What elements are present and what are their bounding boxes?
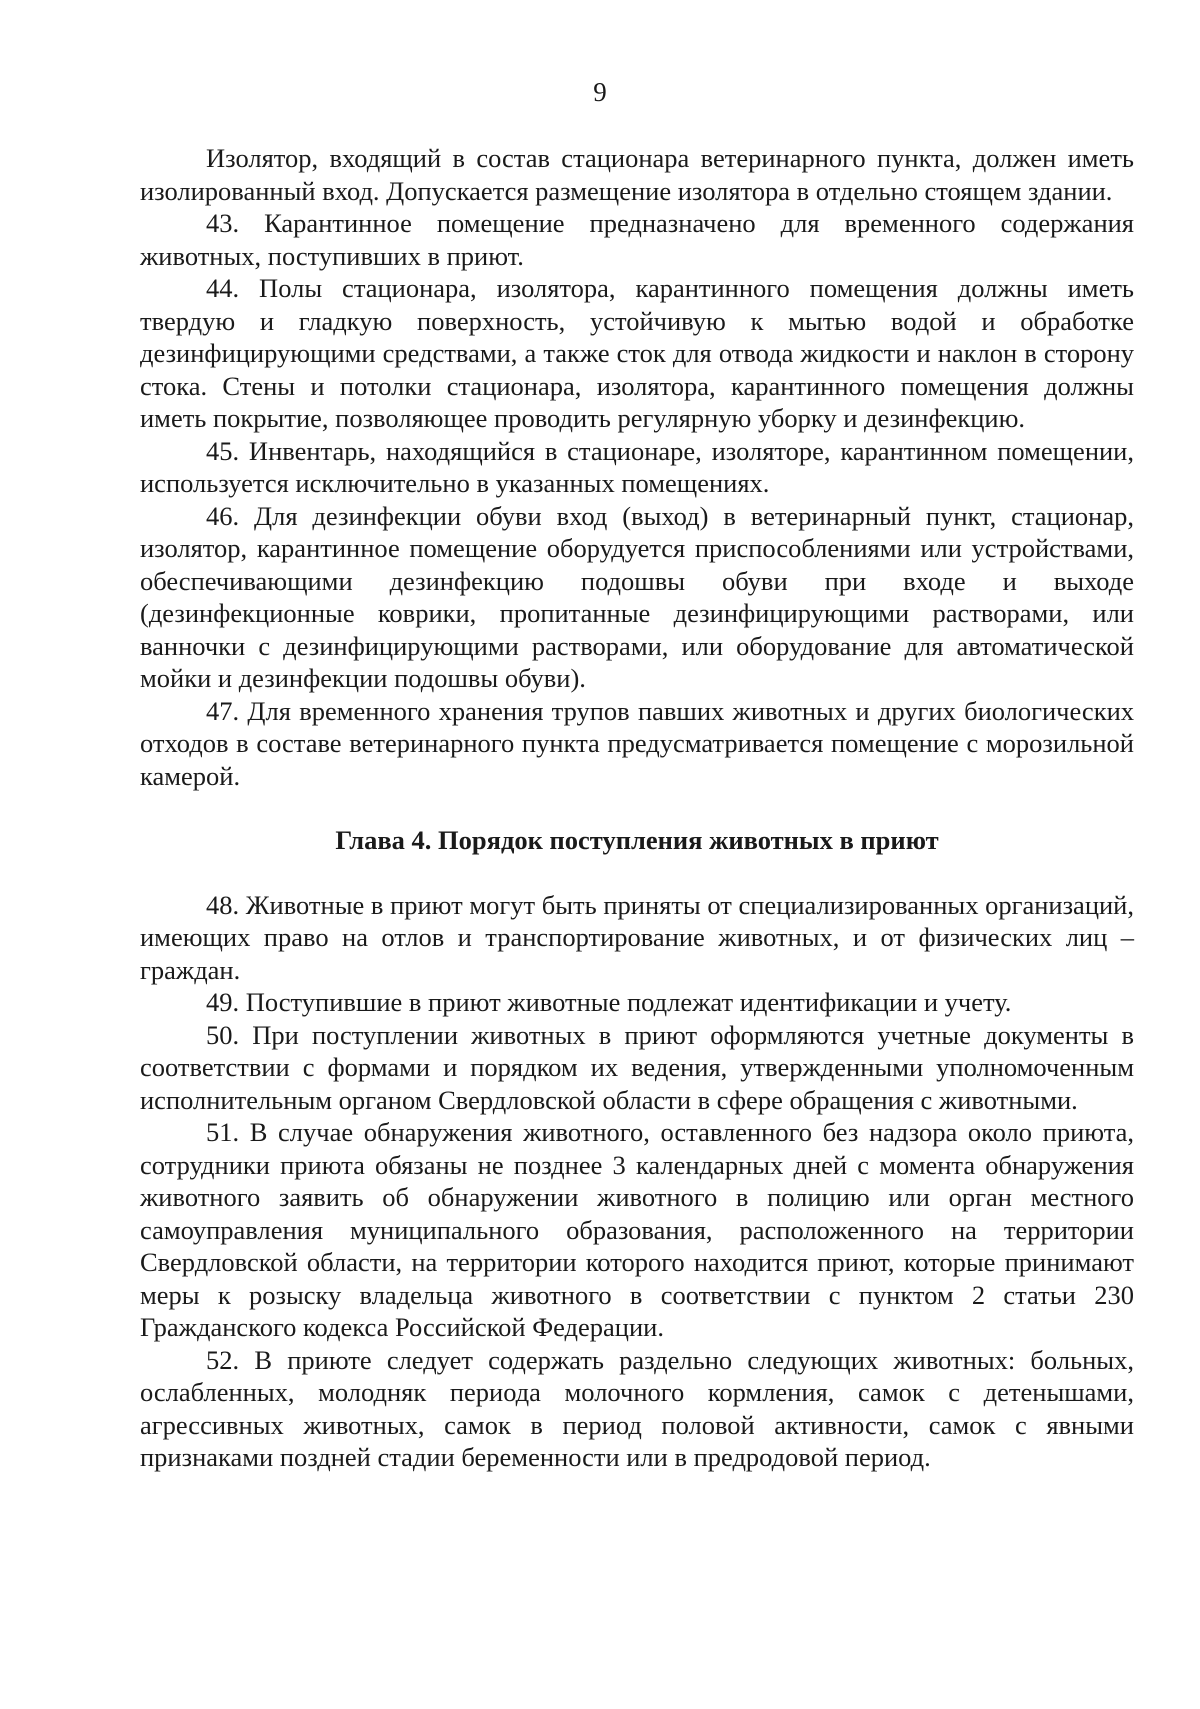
paragraph-isolator-entrance: Изолятор, входящий в состав стационара ветеринарного пункта, должен иметь изолированный вход. Допускается размещение изолятора в отдельно стоящем здании. <box>140 143 1134 206</box>
paragraph-49: 49. Поступившие в приют животные подлежат идентификации и учету. <box>206 987 1012 1017</box>
paragraph-43: 43. Карантинное помещение предназначено для временного содержания животных, поступивших в приют. <box>140 208 1134 271</box>
chapter-title: Глава 4. Порядок поступления животных в приют <box>335 825 939 855</box>
paragraph-46: 46. Для дезинфекции обуви вход (выход) в ветеринарный пункт, стационар, изолятор, карантинное помещение оборудуется приспособлениями или устройствами, обеспечивающими дезинфекцию подошвы обуви при входе и выходе (дезинфекционные коврики, пропитанные дезинфицирующими растворами, или ванночки с дезинфицирующими растворами, или оборудование для автоматической мойки и дезинфекции подошвы обуви). <box>140 500 1134 693</box>
paragraph-51: 51. В случае обнаружения животного, оставленного без надзора около приюта, сотрудники приюта обязаны не позднее 3 календарных дней с момента обнаружения животного заявить об обнаружении животного в полицию или орган местного самоуправления муниципального образования, расположенного на территории Свердловской области, на территории которого находится приют, которые принимают меры к розыску владельца животного в соответствии с пунктом 2 статьи 230 Гражданского кодекса Российской Федерации. <box>140 1117 1134 1342</box>
paragraph-50: 50. При поступлении животных в приют оформляются учетные документы в соответствии с формами и порядком их ведения, утвержденными уполномоченным исполнительным органом Свердловской области в сфере обращения с животными. <box>140 1019 1134 1115</box>
paragraph-45: 45. Инвентарь, находящийся в стационаре, изоляторе, карантинном помещении, используется исключительно в указанных помещениях. <box>140 435 1134 498</box>
document-body <box>140 142 1134 1474</box>
paragraph-52: 52. В приюте следует содержать раздельно следующих животных: больных, ослабленных, молодняк периода молочного кормления, самок с детенышами, агрессивных животных, самок в период половой активности, самок с явными признаками поздней стадии беременности или в предродовой период. <box>140 1344 1134 1472</box>
page-number: 9 <box>593 77 607 107</box>
paragraph-47: 47. Для временного хранения трупов павших животных и других биологических отходов в составе ветеринарного пункта предусматривается помещение с морозильной камерой. <box>140 695 1134 791</box>
paragraph-48: 48. Животные в приют могут быть приняты от специализированных организаций, имеющих право на отлов и транспортирование животных, и от физических лиц – граждан. <box>140 889 1134 985</box>
paragraph-44: 44. Полы стационара, изолятора, карантинного помещения должны иметь твердую и гладкую поверхность, устойчивую к мытью водой и обработке дезинфицирующими средствами, а также сток для отвода жидкости и наклон в сторону стока. Стены и потолки стационара, изолятора, карантинного помещения должны иметь покрытие, позволяющее проводить регулярную уборку и дезинфекцию. <box>140 273 1134 433</box>
